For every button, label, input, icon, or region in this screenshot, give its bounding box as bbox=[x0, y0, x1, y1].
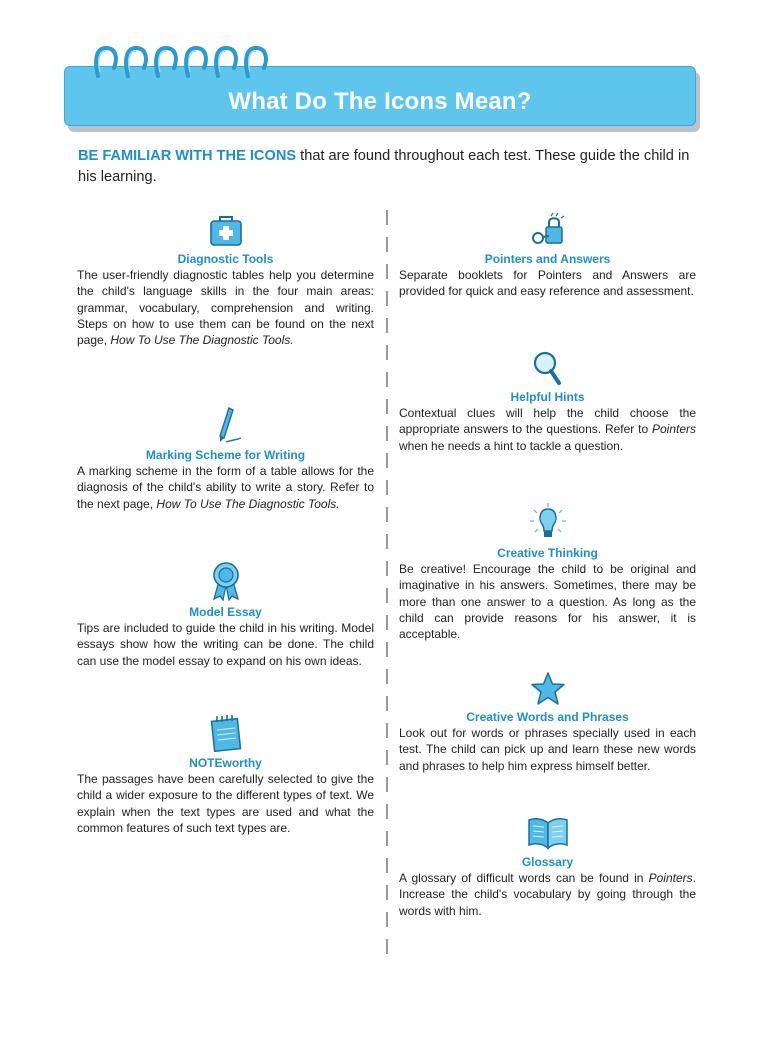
item-description: A marking scheme in the form of a table allows for the diagnosis of the child's ability to write a story. Refer to the next page, How To Use The Diagnostic Tools. bbox=[77, 464, 374, 511]
page-title: What Do The Icons Mean? bbox=[228, 88, 532, 115]
item-description: The passages have been carefully selected to give the child a wider exposure to the different types of text. We explain when the text types are used and what the common features of such text types are. bbox=[77, 772, 374, 835]
item-title: Model Essay bbox=[189, 605, 262, 619]
item-title: Marking Scheme for Writing bbox=[145, 448, 306, 462]
icon-entry-creative-thinking bbox=[399, 502, 696, 642]
item-title: NOTEworthy bbox=[189, 756, 262, 770]
item-title: Creative Words and Phrases bbox=[466, 710, 629, 724]
intro-lead: BE FAMILIAR WITH THE ICONS bbox=[78, 148, 297, 164]
icon-entry-noteworthy bbox=[77, 714, 374, 836]
magnifying-glass-icon bbox=[531, 350, 565, 386]
first-aid-kit-icon bbox=[208, 212, 244, 248]
item-description: The user-friendly diagnostic tables help you determine the child's language skills in the four main areas: grammar, vocabulary, comprehension and writing. Steps on how to use them can be found on the next page, How To Use The Diagnostic Tools. bbox=[77, 268, 374, 348]
item-description: Contextual clues will help the child choose the appropriate answers to the questions. Refer to Pointers when he needs a hint to tackle a question. bbox=[399, 406, 696, 453]
item-title: Helpful Hints bbox=[510, 390, 585, 404]
icon-entry-glossary bbox=[399, 815, 696, 919]
icon-entry-pointers-answers bbox=[399, 212, 696, 300]
item-title: Glossary bbox=[521, 855, 574, 869]
item-description: Be creative! Encourage the child to be original and imaginative in his answers. Sometimes, there may be more than one answer to a question. As long as the child can provide reasons for his answer, it is acceptable. bbox=[399, 562, 696, 642]
item-description: Tips are included to guide the child in his writing. Model essays show how the writing can be done. The child can use the model essay to expand on his own ideas. bbox=[77, 621, 374, 668]
light-bulb-icon bbox=[529, 502, 567, 542]
icon-entry-creative-words bbox=[399, 672, 696, 774]
binder-rings-icon bbox=[92, 42, 282, 82]
item-title: Creative Thinking bbox=[497, 546, 598, 560]
pencil-icon bbox=[208, 406, 244, 444]
column-divider bbox=[386, 210, 388, 960]
award-ribbon-icon bbox=[208, 561, 244, 601]
icon-entry-model-essay bbox=[77, 561, 374, 669]
item-title: Pointers and Answers bbox=[484, 252, 611, 266]
item-description: A glossary of difficult words can be found in Pointers. Increase the child's vocabulary by going through the words with him. bbox=[399, 871, 696, 918]
intro-paragraph bbox=[78, 146, 698, 188]
open-book-icon bbox=[527, 815, 569, 851]
icon-entry-diagnostic-tools bbox=[77, 212, 374, 348]
icon-entry-helpful-hints bbox=[399, 350, 696, 454]
item-description: Separate booklets for Pointers and Answers are provided for quick and easy reference and assessment. bbox=[399, 268, 696, 299]
lock-and-key-icon bbox=[529, 212, 567, 248]
notepad-icon bbox=[208, 714, 244, 752]
icon-entry-marking-scheme bbox=[77, 406, 374, 512]
item-title: Diagnostic Tools bbox=[177, 252, 274, 266]
star-icon bbox=[530, 672, 566, 706]
item-description: Look out for words or phrases specially used in each test. The child can pick up and learn these new words and phrases to help him express himself better. bbox=[399, 726, 696, 773]
intro-rest: that are found throughout each test. These guide the child in his learning. bbox=[78, 148, 690, 185]
